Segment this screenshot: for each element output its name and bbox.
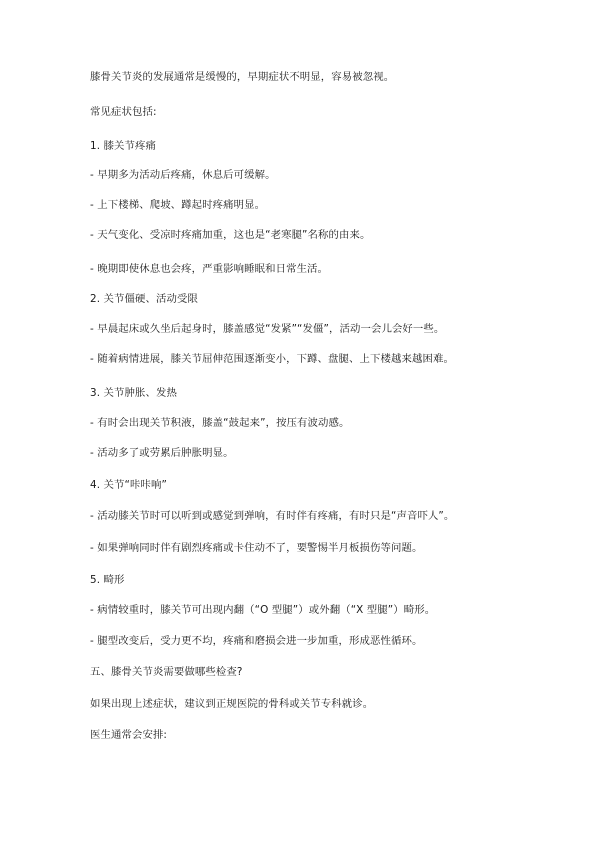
- section-heading-exams: 五、膝骨关节炎需要做哪些检查?: [90, 666, 243, 678]
- heading-swelling: 3. 关节肿胀、发热: [90, 387, 177, 399]
- heading-clicking: 4. 关节“咔咔响”: [90, 479, 167, 491]
- doctor-arrangement-intro: 医生通常会安排:: [90, 729, 168, 741]
- list-item: - 早晨起床或久坐后起身时，膝盖感觉“发紧”“发僵”，活动一会儿会好一些。: [90, 323, 445, 335]
- list-item: - 活动多了或劳累后肿胀明显。: [90, 447, 234, 459]
- symptoms-intro: 常见症状包括:: [90, 106, 157, 118]
- heading-knee-pain: 1. 膝关节疼痛: [90, 140, 156, 152]
- list-item: - 如果弹响同时伴有剧烈疼痛或卡住动不了，要警惕半月板损伤等问题。: [90, 542, 423, 554]
- list-item: - 上下楼梯、爬坡、蹲起时疼痛明显。: [90, 199, 266, 211]
- intro-paragraph: 膝骨关节炎的发展通常是缓慢的，早期症状不明显，容易被忽视。: [90, 71, 395, 83]
- exam-advice-paragraph: 如果出现上述症状，建议到正规医院的骨科或关节专科就诊。: [90, 698, 374, 710]
- list-item: - 活动膝关节时可以听到或感觉到弹响，有时伴有疼痛，有时只是“声音吓人”。: [90, 510, 455, 522]
- list-item: - 早期多为活动后疼痛，休息后可缓解。: [90, 169, 276, 181]
- list-item: - 有时会出现关节积液，膝盖“鼓起来”，按压有波动感。: [90, 417, 350, 429]
- heading-deformity: 5. 畸形: [90, 574, 125, 586]
- list-item: - 随着病情进展，膝关节屈伸范围逐渐变小，下蹲、盘腿、上下楼越来越困难。: [90, 353, 454, 365]
- list-item: - 晚期即使休息也会疼，严重影响睡眠和日常生活。: [90, 263, 329, 275]
- list-item: - 天气变化、受凉时疼痛加重，这也是“老寒腿”名称的由来。: [90, 229, 371, 241]
- list-item: - 腿型改变后，受力更不均，疼痛和磨损会进一步加重，形成恶性循环。: [90, 635, 423, 647]
- heading-stiffness: 2. 关节僵硬、活动受限: [90, 293, 198, 305]
- list-item: - 病情较重时，膝关节可出现内翻（“O 型腿”）或外翻（“X 型腿”）畸形。: [90, 604, 436, 616]
